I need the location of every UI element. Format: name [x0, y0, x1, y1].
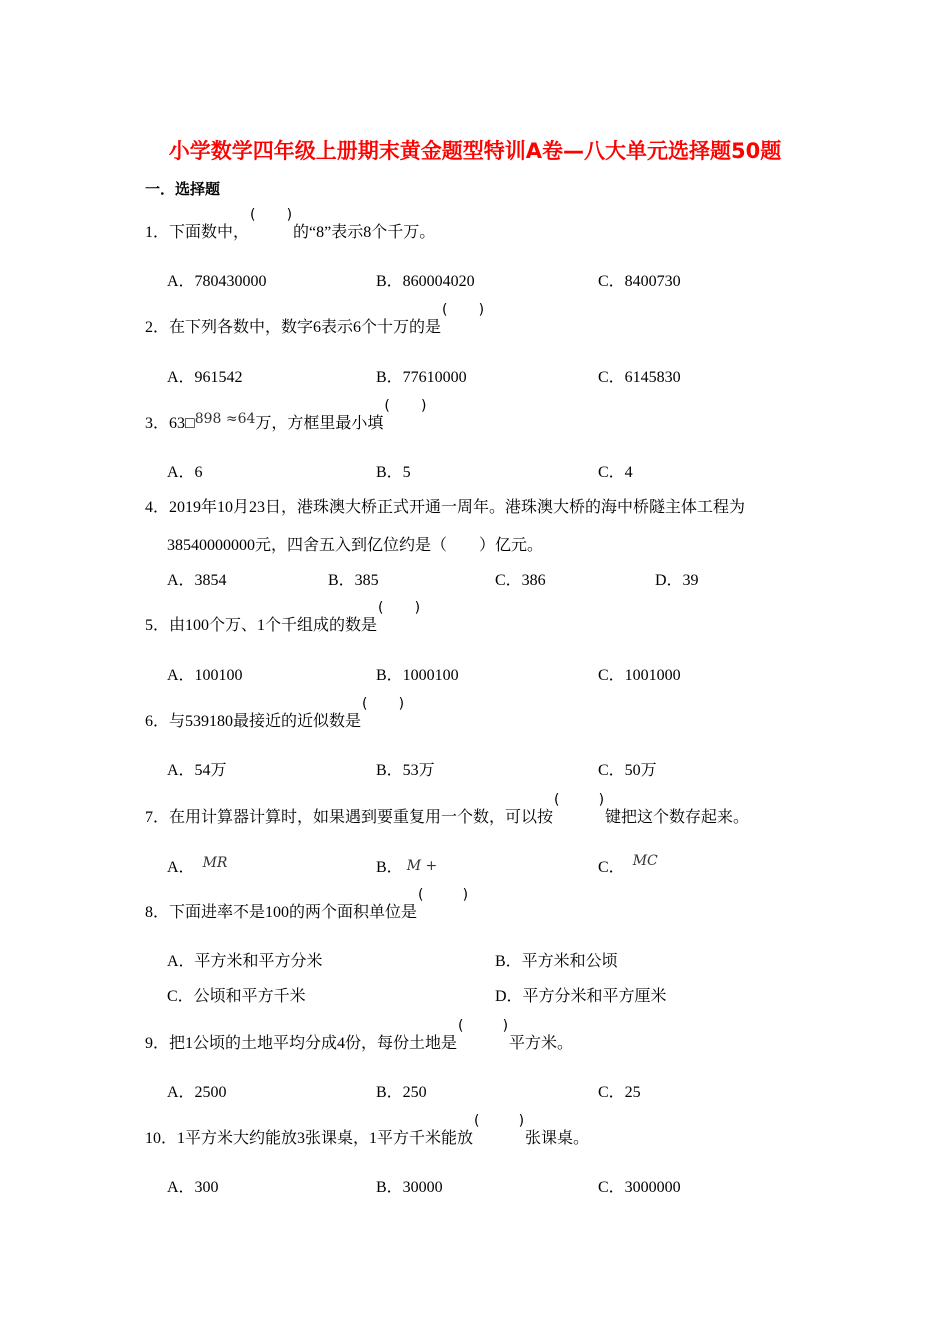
option-c[interactable]: C．3000000	[598, 1179, 681, 1196]
option-a[interactable]: A．100100	[167, 667, 243, 684]
option-c[interactable]: C．50万	[598, 762, 657, 779]
option-c[interactable]: C．25	[598, 1084, 641, 1101]
option-c[interactable]: C．公顷和平方千米	[167, 988, 306, 1005]
option-a[interactable]: A．6	[167, 464, 203, 481]
memory-recall-key: MR	[202, 855, 228, 871]
option-c[interactable]: C． MC	[598, 853, 658, 876]
answer-blank[interactable]	[474, 1121, 524, 1143]
option-a[interactable]: A．780430000	[167, 273, 267, 290]
question-4: 4．2019年10月23日，港珠澳大桥正式开通一周年。港珠澳大桥的海中桥隧主体工程为	[145, 499, 746, 516]
option-b[interactable]: B．860004020	[376, 273, 475, 290]
question-7: 7．在用计算器计算时，如果遇到要重复用一个数，可以按( ) 键把这个数存起来。	[145, 800, 749, 830]
answer-blank[interactable]	[418, 895, 468, 917]
question-3: 3．63□898 ≈64万，方框里最小填( )	[145, 406, 427, 436]
question-5: 5．由100个万、1个千组成的数是( )	[145, 608, 421, 638]
question-2: 2．在下列各数中，数字6表示6个十万的是( )	[145, 310, 485, 340]
option-a[interactable]: A．平方米和平方分米	[167, 953, 323, 970]
option-b[interactable]: B．30000	[376, 1179, 443, 1196]
answer-blank[interactable]	[458, 1026, 508, 1048]
answer-blank[interactable]	[384, 406, 426, 428]
answer-blank[interactable]	[442, 310, 484, 332]
document-title: 小学数学四年级上册期末黄金题型特训A卷—八大单元选择题50题	[168, 139, 782, 163]
option-c[interactable]: C．386	[495, 572, 546, 589]
question-4-line-2: 38540000000元，四舍五入到亿位约是（ ）亿元。	[167, 537, 544, 554]
question-6: 6．与539180最接近的近似数是( )	[145, 704, 405, 734]
option-b[interactable]: B．5	[376, 464, 411, 481]
option-d[interactable]: D．平方分米和平方厘米	[495, 988, 667, 1005]
option-a[interactable]: A．2500	[167, 1084, 227, 1101]
question-8: 8．下面进率不是100的两个面积单位是( )	[145, 895, 469, 925]
option-c[interactable]: C．1001000	[598, 667, 681, 684]
question-1: 1．下面数中，( ) 的“8”表示8个千万。	[145, 215, 435, 245]
option-b[interactable]: B．385	[328, 572, 379, 589]
answer-blank[interactable]	[362, 704, 404, 726]
option-c[interactable]: C．6145830	[598, 369, 681, 386]
option-b[interactable]: B．250	[376, 1084, 427, 1101]
option-b[interactable]: B． M +	[376, 858, 438, 876]
answer-blank[interactable]	[250, 215, 292, 237]
option-b[interactable]: B．77610000	[376, 369, 467, 386]
section-heading: 一．选择题	[145, 180, 221, 198]
option-b[interactable]: B．53万	[376, 762, 435, 779]
option-a[interactable]: A．961542	[167, 369, 243, 386]
answer-blank[interactable]	[554, 800, 604, 822]
option-c[interactable]: C．8400730	[598, 273, 681, 290]
question-9: 9．把1公顷的土地平均分成4份，每份土地是( ) 平方米。	[145, 1026, 573, 1056]
option-a[interactable]: A．54万	[167, 762, 227, 779]
question-10: 10．1平方米大约能放3张课桌，1平方千米能放( ) 张课桌。	[145, 1121, 589, 1151]
option-b[interactable]: B．1000100	[376, 667, 459, 684]
memory-clear-key: MC	[632, 853, 658, 869]
option-a[interactable]: A．300	[167, 1179, 219, 1196]
option-a[interactable]: A．3854	[167, 572, 227, 589]
answer-blank[interactable]	[378, 608, 420, 630]
option-b[interactable]: B．平方米和公顷	[495, 953, 618, 970]
option-a[interactable]: A． MR	[167, 855, 228, 876]
memory-plus-key: M +	[406, 858, 438, 874]
option-c[interactable]: C．4	[598, 464, 633, 481]
approx-expression: 898 ≈64	[194, 411, 256, 427]
option-d[interactable]: D．39	[655, 572, 699, 589]
